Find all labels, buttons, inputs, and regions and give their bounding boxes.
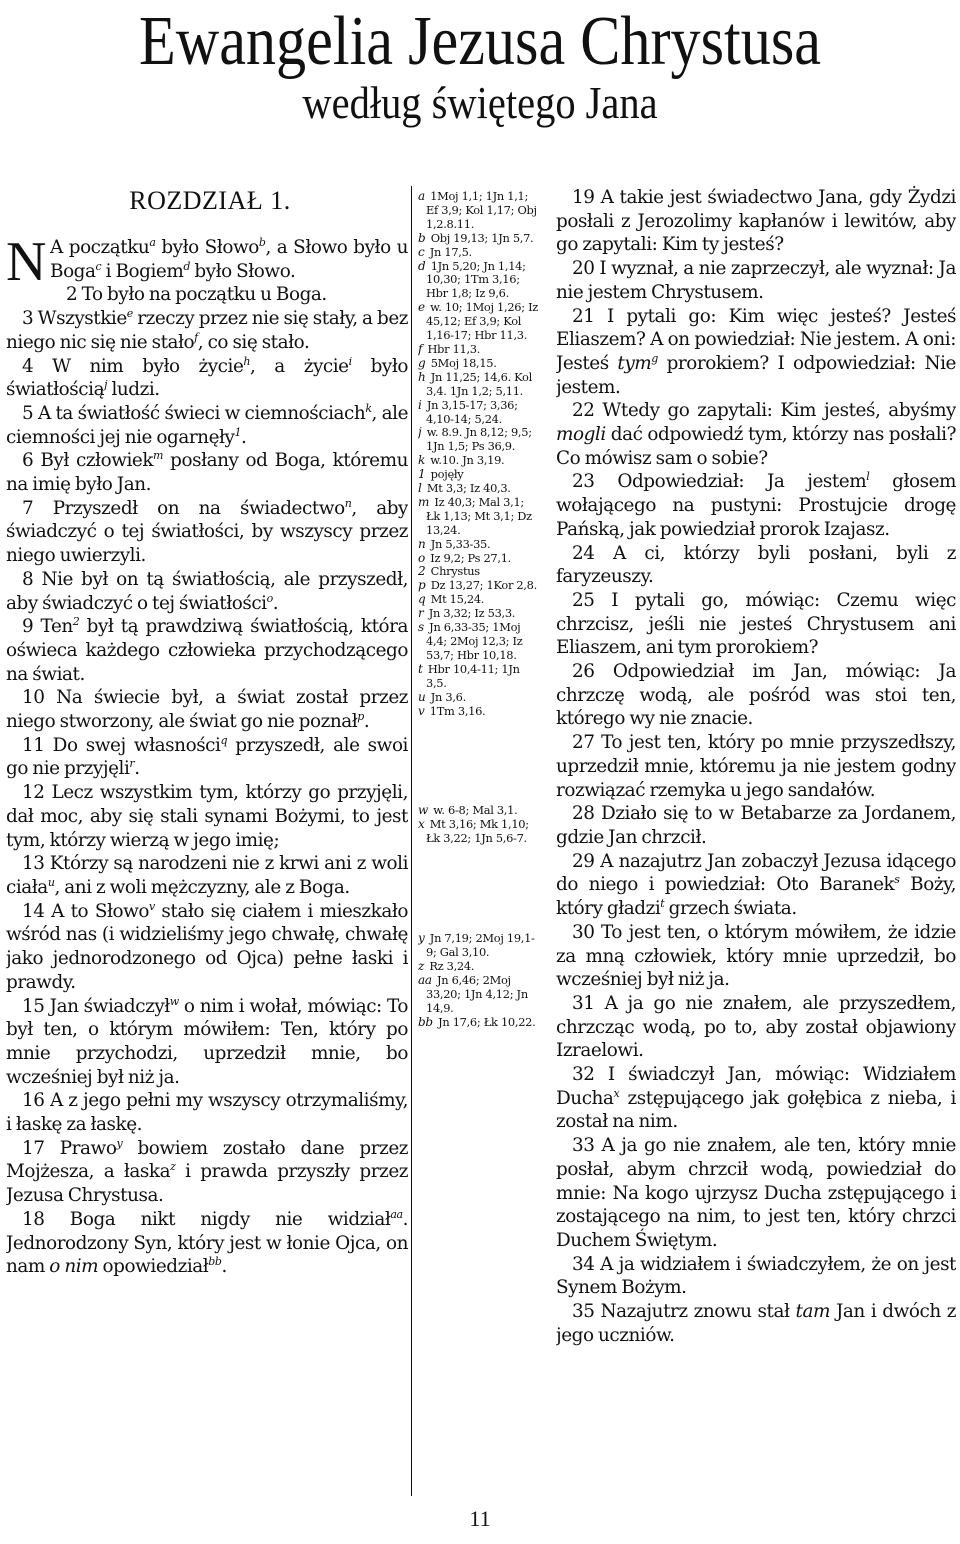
note-text: Jn 3,32; Iz 53,3. — [425, 606, 516, 621]
verse-text: 3 Wszystkie — [22, 308, 127, 330]
note-key: i — [418, 397, 422, 412]
cross-reference-note — [418, 538, 540, 552]
note-text: w.10. Jn 3,19. — [426, 453, 505, 468]
note-text: Jn 11,25; 14,6. Kol 3,4. 1Jn 1,2; 5,11. — [426, 369, 532, 398]
cross-reference-note — [418, 593, 540, 607]
verse-text: 35 Nazajutrz znowu stał — [572, 1301, 796, 1323]
cross-reference-note — [418, 496, 540, 538]
right-verse — [556, 802, 956, 849]
italic-word: tam — [795, 1301, 830, 1323]
verse-text: 26 Odpowiedział im Jan, mówiąc: Ja chrzczę wodą, ale pośród was stoi ten, którego wy nie znacie. — [556, 661, 956, 730]
verse-text: , a życie — [250, 355, 349, 377]
right-verse — [556, 305, 956, 400]
note-key: p — [418, 578, 426, 593]
verse-text: 9 Ten — [22, 616, 73, 638]
note-text: 1Moj 1,1; 1Jn 1,1; Ef 3,9; Kol 1,17; Obj 1,2.8.11. — [426, 190, 537, 231]
note-text: Jn 3,15-17; 3,36; 4,10-14; 5,24. — [423, 397, 518, 426]
verse-text: zstępującego jak gołębica z nieba, i został na nim. — [556, 1087, 956, 1133]
verse-text: stało się ciałem i mieszkało wśród nas (i widzieliśmy jego chwałę, chwałę jako jednorodzonego od Ojca) pełne łaski i prawdy. — [6, 900, 408, 993]
note-key: b — [418, 230, 426, 245]
verse-text: . — [363, 711, 370, 733]
footnote-marker: l — [866, 470, 870, 484]
verse-text: i prawda przyszły przez Jezusa Chrystusa. — [6, 1161, 408, 1207]
left-verse — [6, 402, 408, 449]
verse-text: rzeczy przez nie się stały, a bez niego nic się nie stało — [6, 308, 408, 353]
left-verse — [6, 1089, 408, 1136]
left-verse — [6, 781, 408, 852]
note-key: aa — [418, 972, 432, 987]
verse-text: 18 Boga nikt nigdy nie widział — [22, 1208, 391, 1230]
note-key: c — [418, 244, 425, 259]
footnote-marker: bb — [208, 1255, 222, 1269]
verse-text: , ani z woli mężczyzny, ale z Boga. — [54, 876, 350, 898]
verse-text: 24 A ci, którzy byli posłani, byli z faryzeuszy. — [556, 542, 956, 588]
document-title: Ewangelia Jezusa Chrystusa — [138, 3, 822, 80]
footnote-marker: h — [243, 354, 251, 368]
cross-reference-note — [418, 565, 540, 579]
note-text: Jn 7,19; 2Moj 19,1-9; Gal 3,10. — [426, 931, 535, 960]
verse-text: 13 Którzy są narodzeni nie z krwi ani z woli ciała — [6, 853, 408, 898]
right-verse — [556, 731, 956, 802]
verse-text: . Jednorodzony Syn, który jest w łonie Ojca, on nam — [6, 1208, 408, 1278]
footnote-marker: e — [126, 306, 133, 320]
verse-text: 27 To jest ten, który po mnie przyszedłszy, uprzedził mnie, któremu ja nie jestem godny rozwiązać rzemyka u jego sandałów. — [556, 732, 956, 801]
note-key: r — [418, 606, 424, 621]
verse-text: 19 A takie jest świadectwo Jana, gdy Żydzi posłali z Jerozolimy kapłanów i lewitów, aby go zapytali: Kim ty jesteś? — [556, 187, 956, 256]
verse-text: grzech świata. — [664, 898, 797, 920]
verse-text: Boży, który gładzi — [556, 874, 956, 920]
document-subtitle: według świętego Jana — [302, 77, 658, 128]
verse-text: i Bogiem — [101, 260, 184, 282]
cross-reference-note — [418, 960, 540, 974]
cross-reference-note — [418, 246, 540, 260]
footnote-marker: p — [357, 709, 364, 723]
left-verse — [6, 686, 408, 733]
cross-reference-note — [418, 357, 540, 371]
footnote-marker: y — [116, 1136, 123, 1150]
verse-text: było Słowo — [155, 237, 259, 258]
verse-text: , ale ciemności jej nie ogarnęły — [6, 402, 408, 448]
note-key: f — [418, 341, 423, 356]
verse-text: 16 A z jego pełni my wszyscy otrzymaliśmy, i łaskę za łaskę. — [6, 1090, 408, 1136]
verse-text: 6 Był człowiek — [22, 450, 154, 472]
footnote-marker: r — [129, 757, 135, 771]
verse-text: było światłością — [6, 355, 408, 401]
note-text: Mt 3,3; Iz 40,3. — [423, 481, 511, 496]
cross-reference-note — [418, 621, 540, 663]
verse-text: . — [272, 592, 279, 614]
cross-reference-note — [418, 1016, 540, 1030]
note-text: Rz 3,24. — [426, 958, 475, 973]
note-key: d — [418, 258, 426, 273]
verse-text: . — [241, 426, 247, 448]
note-text: Jn 3,6. — [427, 689, 466, 704]
footnote-marker: o — [266, 591, 273, 605]
verse-text: 30 To jest ten, o którym mówiłem, że idzie za mną człowiek, który mnie uprzedził, bo wcześniej był niż ja. — [556, 921, 956, 991]
verse-text: 34 A ja widziałem i świadczyłem, że on jest Synem Bożym. — [556, 1253, 956, 1299]
footnote-marker: v — [149, 899, 155, 913]
note-text: Jn 17,5. — [426, 244, 472, 259]
note-key: x — [418, 817, 425, 832]
chapter-heading: ROZDZIAŁ 1. — [129, 186, 291, 215]
page-number: 11 — [469, 1506, 491, 1531]
note-text: w. 10; 1Moj 1,26; Iz 45,12; Ef 3,9; Kol 1,16-17; Hbr 11,3. — [426, 300, 538, 343]
cross-reference-note — [418, 579, 540, 593]
footnote-marker: b — [258, 235, 266, 249]
left-verse — [6, 615, 408, 686]
verse-text: , a Słowo było u Boga — [50, 237, 408, 282]
cross-reference-note — [418, 343, 540, 357]
left-verse — [6, 497, 408, 568]
footnote-marker: x — [613, 1086, 620, 1100]
cross-reference-note — [418, 804, 540, 818]
note-text: Iz 9,2; Ps 27,1. — [426, 550, 511, 565]
note-text: w. 8.9. Jn 8,12; 9,5; 1Jn 1,5; Ps 36,9. — [423, 425, 532, 454]
cross-reference-note — [418, 818, 540, 846]
cross-reference-note — [418, 705, 540, 719]
right-verse — [556, 399, 956, 470]
footnote-marker: w — [169, 994, 179, 1008]
verse-text: 33 A ja go nie znałem, ale ten, który mnie posłał, abym chrzcił wodą, powiedział do mnie: Na kogo ujrzysz Ducha zstępującego i zostającego na nim, to jest ten, który chrzci Duchem Świętym. — [556, 1135, 956, 1251]
cross-reference-note — [418, 607, 540, 621]
verse-text: 12 Lecz wszystkim tym, którzy go przyjęli, dał moc, aby się stali synami Bożymi, to jest tym, którzy wierzą w jego imię; — [6, 782, 408, 851]
verse-text: 15 Jan świadczył — [22, 995, 170, 1017]
right-text-column — [556, 186, 956, 1347]
cross-reference-note — [418, 663, 540, 691]
cross-reference-column — [418, 190, 540, 1030]
footnote-marker: a — [149, 235, 156, 249]
footnote-marker: q — [220, 733, 228, 747]
note-key: u — [418, 689, 426, 704]
verse-text: 10 Na świecie był, a świat został przez niego stworzony, ale świat go nie poznał — [6, 687, 408, 733]
verse-text: ludzi. — [107, 379, 160, 401]
note-text: Chrystus — [427, 564, 480, 579]
note-key: s — [418, 620, 424, 635]
left-verse — [6, 449, 408, 496]
right-verse — [556, 1300, 956, 1347]
cross-reference-note — [418, 552, 540, 566]
left-verse — [6, 568, 408, 615]
verse-text: dać odpowiedź tym, którzy nas posłali? Co mówisz sam o sobie? — [556, 424, 956, 469]
note-text: w. 6-8; Mal 3,1. — [429, 803, 518, 818]
right-verse — [556, 850, 956, 921]
verse-text: było Słowo. — [189, 260, 296, 282]
left-verse — [6, 283, 408, 307]
cross-reference-note — [418, 974, 540, 1016]
left-verse — [6, 231, 408, 293]
note-key: 2 — [418, 564, 426, 579]
note-key: o — [418, 550, 425, 565]
cross-reference-note — [418, 190, 540, 232]
left-text-column — [6, 186, 408, 1279]
left-verse — [6, 995, 408, 1090]
right-verse — [556, 1063, 956, 1134]
right-verse — [556, 257, 956, 304]
note-text: Iz 40,3; Mal 3,1; Łk 1,13; Mt 3,1; Dz 13,24. — [426, 494, 532, 537]
note-text: Jn 17,6; Łk 10,22. — [434, 1014, 536, 1029]
note-key: v — [418, 703, 425, 718]
left-verse — [6, 852, 408, 899]
verse-text: 17 Prawo — [22, 1137, 117, 1159]
left-verse — [6, 734, 408, 781]
footnote-marker: c — [95, 259, 102, 273]
footnote-marker: u — [47, 875, 55, 889]
footnote-marker: aa — [390, 1207, 403, 1221]
verse-text: 2 To było na początku u Boga. — [66, 284, 327, 306]
italic-word: tym — [617, 352, 652, 374]
verse-text: o nim i wołał, mówiąc: To był ten, o którym mówiłem: Ten, który po mnie przychodzi, uprzedził mnie, bo wcześniej był niż ja. — [6, 995, 408, 1088]
verse-text: 25 I pytali go, mówiąc: Czemu więc chrzcisz, jeśli nie jesteś Chrystusem ani Eliaszem, ani tym prorokiem? — [556, 589, 956, 659]
verse-text: 29 A nazajutrz Jan zobaczył Jezusa idącego do niego i powiedział: Oto Baranek — [556, 850, 956, 896]
note-key: z — [418, 958, 425, 973]
cross-reference-note — [418, 371, 540, 399]
verse-text: 23 Odpowiedział: Ja jestem — [572, 471, 867, 493]
verse-text: posłany od Boga, któremu na imię było Jan. — [6, 450, 408, 496]
note-key: 1 — [418, 467, 426, 482]
verse-text: 28 Działo się to w Betabarze za Jordanem, gdzie Jan chrzcił. — [556, 803, 956, 848]
left-verse — [6, 355, 408, 402]
right-verse — [556, 660, 956, 731]
footnote-marker: d — [183, 259, 190, 273]
note-text: 5Moj 18,15. — [427, 355, 497, 370]
left-verse — [6, 307, 408, 354]
cross-reference-note — [418, 454, 540, 468]
verse-text: prorokiem? I odpowiedział: Nie jestem. — [556, 352, 956, 398]
verse-text: 7 Przyszedł on na świadectwo — [22, 497, 345, 519]
verse-text: 11 Do swej własności — [22, 734, 221, 756]
footnote-marker: t — [660, 896, 665, 910]
note-key: g — [418, 355, 426, 370]
note-text: Hbr 10,4-11; 1Jn 3,5. — [424, 661, 520, 690]
note-key: t — [418, 661, 423, 676]
verse-text: 14 A to Słowo — [22, 900, 150, 922]
note-key: w — [418, 803, 428, 818]
right-verse — [556, 921, 956, 992]
cross-reference-note — [418, 260, 540, 302]
footnote-marker: m — [153, 449, 164, 463]
note-text: Hbr 11,3. — [424, 341, 481, 356]
note-text: Jn 6,33-35; 1Moj 4,4; 2Moj 12,3; Iz 53,7; Hbr 10,18. — [425, 620, 523, 662]
cross-reference-note — [418, 426, 540, 454]
right-verse — [556, 1134, 956, 1253]
cross-reference-note — [418, 399, 540, 427]
note-key: y — [418, 931, 425, 946]
note-key: h — [418, 369, 426, 384]
verse-text: 21 I pytali go: Kim więc jesteś? Jesteś Eliaszem? A on powiedział: Nie jestem. A oni: Jesteś — [556, 305, 956, 374]
note-text: Dz 13,27; 1Kor 2,8. — [427, 578, 537, 593]
note-text: Jn 5,33-35. — [427, 536, 491, 551]
verse-text: bowiem zostało dane przez Mojżesza, a łaska — [6, 1137, 408, 1183]
note-key: n — [418, 536, 426, 551]
footnote-marker: j — [104, 378, 108, 392]
left-verse-list — [6, 231, 408, 1279]
verse-text: 4 W nim było życie — [22, 355, 244, 377]
column-divider — [411, 186, 412, 1496]
footnote-marker: k — [365, 401, 372, 415]
footnote-marker: 2 — [72, 615, 80, 629]
right-verse — [556, 186, 956, 257]
cross-reference-note — [418, 468, 540, 482]
verse-text: . — [221, 1256, 227, 1278]
left-verse — [6, 1137, 408, 1208]
footnote-marker: f — [194, 330, 198, 344]
verse-text: 32 I świadczył Jan, mówiąc: Widziałem Ducha — [556, 1064, 956, 1109]
footnote-marker: 1 — [234, 425, 242, 439]
right-verse — [556, 1253, 956, 1300]
note-key: bb — [418, 1014, 433, 1029]
note-text: Mt 15,24. — [427, 592, 485, 607]
note-text: Jn 6,46; 2Moj 33,20; 1Jn 4,12; Jn 14,9. — [426, 972, 528, 1015]
note-key: l — [418, 481, 422, 496]
footnote-marker: g — [651, 351, 658, 365]
cross-reference-note — [418, 482, 540, 496]
italic-word: mogli — [556, 424, 606, 446]
note-text: Mt 3,16; Mk 1,10; Łk 3,22; 1Jn 5,6-7. — [426, 817, 529, 846]
verse-text: Jan i dwóch z jego uczniów. — [556, 1301, 956, 1346]
note-key: k — [418, 453, 425, 468]
cross-reference-note — [418, 691, 540, 705]
note-key: j — [418, 425, 422, 440]
verse-text: , aby świadczyć o tej światłości, by wszyscy przez niego uwierzyli. — [6, 497, 408, 567]
verse-text: A początku — [50, 237, 150, 258]
verse-text: był tą prawdziwą światłością, która oświeca każdego człowieka przychodzącego na świat. — [6, 616, 408, 685]
footnote-marker: s — [894, 873, 900, 887]
right-verse — [556, 589, 956, 660]
cross-reference-note — [418, 932, 540, 960]
note-text: 1Jn 5,20; Jn 1,14; 10,30; 1Tm 3,16; Hbr 1,8; Iz 9,6. — [426, 258, 526, 301]
verse-text: , co się stało. — [197, 331, 310, 353]
verse-text: 22 Wtedy go zapytali: Kim jesteś, abyśmy — [572, 400, 956, 422]
footnote-marker: z — [170, 1160, 176, 1174]
note-text: pojęły — [427, 467, 464, 482]
verse-text: opowiedział — [98, 1256, 209, 1278]
verse-text: 5 A ta światłość świeci w ciemnościach — [22, 402, 366, 424]
right-verse — [556, 992, 956, 1063]
note-text: 1Tm 3,16. — [426, 703, 486, 718]
left-verse — [6, 900, 408, 995]
footnote-marker: n — [344, 496, 352, 510]
note-text: Obj 19,13; 1Jn 5,7. — [427, 230, 534, 245]
note-key: q — [418, 592, 426, 607]
italic-word: o nim — [49, 1256, 99, 1278]
note-key: e — [418, 300, 425, 315]
verse-text: przyszedł, ale swoi go nie przyjęli — [6, 734, 408, 780]
drop-cap: N — [6, 231, 46, 293]
verse-text: 8 Nie był on tą światłością, ale przyszedł, aby świadczyć o tej światłości — [6, 568, 408, 614]
left-verse — [6, 1208, 408, 1279]
verse-text: . — [134, 758, 140, 780]
verse-text: 31 A ja go nie znałem, ale przyszedłem, chrzcząc wodą, po to, aby został objawiony Izraelowi. — [556, 992, 956, 1062]
right-verse — [556, 470, 956, 541]
verse-text: 20 I wyznał, a nie zaprzeczył, ale wyznał: Ja nie jestem Chrystusem. — [556, 258, 956, 303]
cross-reference-note — [418, 232, 540, 246]
note-key: m — [418, 494, 430, 509]
cross-reference-note — [418, 301, 540, 343]
verse-text: głosem wołającego na pustyni: Prostujcie drogę Pańską, jak powiedział prorok Izajasz. — [556, 471, 956, 540]
footnote-marker: i — [348, 354, 352, 368]
note-key: a — [418, 190, 425, 203]
right-verse — [556, 542, 956, 589]
